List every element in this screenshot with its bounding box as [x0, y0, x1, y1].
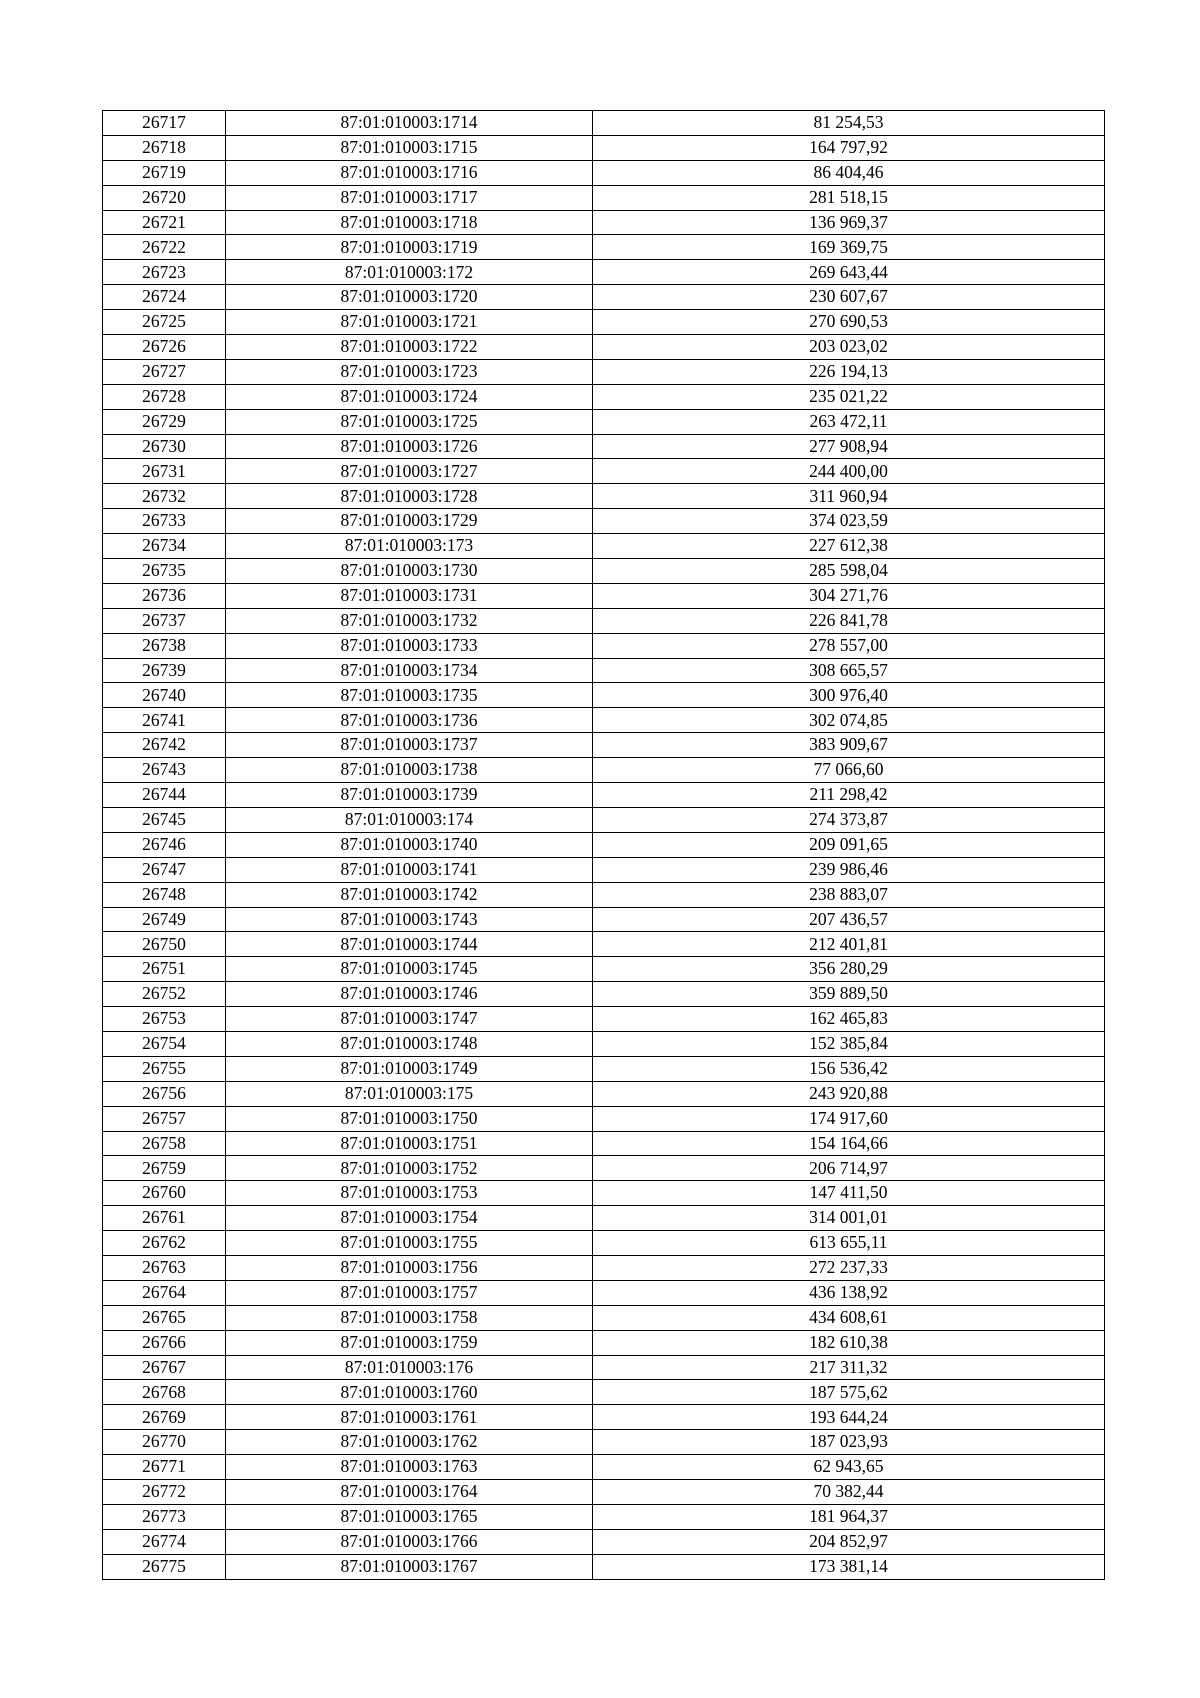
- table-row: [103, 683, 1105, 708]
- cadastral-number-cell: 87:01:010003:1731: [226, 583, 593, 608]
- value-cell: 147 411,50: [593, 1181, 1105, 1206]
- cadastral-number-cell: 87:01:010003:1746: [226, 982, 593, 1007]
- cadastral-number-cell: 87:01:010003:1718: [226, 210, 593, 235]
- value-cell: 613 655,11: [593, 1231, 1105, 1256]
- cadastral-number-cell: 87:01:010003:1734: [226, 658, 593, 683]
- row-number-cell: 26745: [103, 807, 226, 832]
- table-row: [103, 1405, 1105, 1430]
- value-cell: 238 883,07: [593, 882, 1105, 907]
- table-row: [103, 310, 1105, 335]
- value-cell: 169 369,75: [593, 235, 1105, 260]
- cadastral-number-cell: 87:01:010003:1733: [226, 633, 593, 658]
- value-cell: 226 194,13: [593, 359, 1105, 384]
- cadastral-number-cell: 87:01:010003:1740: [226, 832, 593, 857]
- value-cell: 77 066,60: [593, 758, 1105, 783]
- value-cell: 304 271,76: [593, 583, 1105, 608]
- value-cell: 239 986,46: [593, 857, 1105, 882]
- row-number-cell: 26721: [103, 210, 226, 235]
- cadastral-number-cell: 87:01:010003:1750: [226, 1106, 593, 1131]
- cadastral-number-cell: 87:01:010003:1743: [226, 907, 593, 932]
- value-cell: 274 373,87: [593, 807, 1105, 832]
- value-cell: 173 381,14: [593, 1554, 1105, 1579]
- cadastral-number-cell: 87:01:010003:176: [226, 1355, 593, 1380]
- value-cell: 278 557,00: [593, 633, 1105, 658]
- cadastral-number-cell: 87:01:010003:1741: [226, 857, 593, 882]
- cadastral-number-cell: 87:01:010003:1749: [226, 1056, 593, 1081]
- cadastral-number-cell: 87:01:010003:1744: [226, 932, 593, 957]
- cadastral-number-cell: 87:01:010003:1717: [226, 185, 593, 210]
- value-cell: 281 518,15: [593, 185, 1105, 210]
- table-row: [103, 1330, 1105, 1355]
- row-number-cell: 26731: [103, 459, 226, 484]
- cadastral-number-cell: 87:01:010003:1760: [226, 1380, 593, 1405]
- table-row: [103, 982, 1105, 1007]
- table-row: [103, 1156, 1105, 1181]
- table-row: [103, 1504, 1105, 1529]
- cadastral-number-cell: 87:01:010003:1732: [226, 608, 593, 633]
- value-cell: 285 598,04: [593, 559, 1105, 584]
- row-number-cell: 26739: [103, 658, 226, 683]
- table-row: [103, 1206, 1105, 1231]
- row-number-cell: 26753: [103, 1007, 226, 1032]
- table-row: [103, 733, 1105, 758]
- cadastral-number-cell: 87:01:010003:1735: [226, 683, 593, 708]
- row-number-cell: 26738: [103, 633, 226, 658]
- value-cell: 207 436,57: [593, 907, 1105, 932]
- table-row: [103, 957, 1105, 982]
- row-number-cell: 26741: [103, 708, 226, 733]
- cadastral-number-cell: 87:01:010003:174: [226, 807, 593, 832]
- value-cell: 203 023,02: [593, 335, 1105, 360]
- cadastral-number-cell: 87:01:010003:1728: [226, 484, 593, 509]
- cadastral-number-cell: 87:01:010003:1721: [226, 310, 593, 335]
- cadastral-number-cell: 87:01:010003:1764: [226, 1479, 593, 1504]
- cadastral-number-cell: 87:01:010003:1756: [226, 1255, 593, 1280]
- value-cell: 235 021,22: [593, 384, 1105, 409]
- value-cell: 182 610,38: [593, 1330, 1105, 1355]
- cadastral-number-cell: 87:01:010003:1727: [226, 459, 593, 484]
- row-number-cell: 26734: [103, 534, 226, 559]
- row-number-cell: 26726: [103, 335, 226, 360]
- cadastral-number-cell: 87:01:010003:1730: [226, 559, 593, 584]
- value-cell: 302 074,85: [593, 708, 1105, 733]
- cadastral-number-cell: 87:01:010003:1759: [226, 1330, 593, 1355]
- table-row: [103, 1081, 1105, 1106]
- table-row: [103, 783, 1105, 808]
- table-row: [103, 1181, 1105, 1206]
- cadastral-number-cell: 87:01:010003:1745: [226, 957, 593, 982]
- value-cell: 434 608,61: [593, 1305, 1105, 1330]
- value-cell: 187 575,62: [593, 1380, 1105, 1405]
- value-cell: 263 472,11: [593, 409, 1105, 434]
- table-row: [103, 509, 1105, 534]
- table-row: [103, 1529, 1105, 1554]
- value-cell: 70 382,44: [593, 1479, 1105, 1504]
- table-row: [103, 335, 1105, 360]
- cadastral-value-table: [102, 110, 1105, 1580]
- cadastral-number-cell: 87:01:010003:1714: [226, 111, 593, 136]
- table-row: [103, 1430, 1105, 1455]
- table-row: [103, 907, 1105, 932]
- row-number-cell: 26771: [103, 1455, 226, 1480]
- row-number-cell: 26725: [103, 310, 226, 335]
- value-cell: 356 280,29: [593, 957, 1105, 982]
- value-cell: 136 969,37: [593, 210, 1105, 235]
- row-number-cell: 26732: [103, 484, 226, 509]
- row-number-cell: 26718: [103, 135, 226, 160]
- cadastral-number-cell: 87:01:010003:172: [226, 260, 593, 285]
- value-cell: 374 023,59: [593, 509, 1105, 534]
- row-number-cell: 26772: [103, 1479, 226, 1504]
- cadastral-number-cell: 87:01:010003:1747: [226, 1007, 593, 1032]
- table-row: [103, 135, 1105, 160]
- cadastral-number-cell: 87:01:010003:1724: [226, 384, 593, 409]
- table-row: [103, 235, 1105, 260]
- cadastral-number-cell: 87:01:010003:1763: [226, 1455, 593, 1480]
- value-cell: 383 909,67: [593, 733, 1105, 758]
- table-row: [103, 658, 1105, 683]
- table-row: [103, 1355, 1105, 1380]
- row-number-cell: 26762: [103, 1231, 226, 1256]
- row-number-cell: 26737: [103, 608, 226, 633]
- table-row: [103, 1455, 1105, 1480]
- cadastral-number-cell: 87:01:010003:1719: [226, 235, 593, 260]
- table-row: [103, 857, 1105, 882]
- cadastral-number-cell: 87:01:010003:1751: [226, 1131, 593, 1156]
- table-row: [103, 583, 1105, 608]
- cadastral-number-cell: 87:01:010003:1726: [226, 434, 593, 459]
- row-number-cell: 26768: [103, 1380, 226, 1405]
- table-row: [103, 1056, 1105, 1081]
- cadastral-number-cell: 87:01:010003:1723: [226, 359, 593, 384]
- value-cell: 243 920,88: [593, 1081, 1105, 1106]
- cadastral-number-cell: 87:01:010003:1738: [226, 758, 593, 783]
- row-number-cell: 26760: [103, 1181, 226, 1206]
- row-number-cell: 26723: [103, 260, 226, 285]
- cadastral-number-cell: 87:01:010003:1725: [226, 409, 593, 434]
- cadastral-number-cell: 87:01:010003:1755: [226, 1231, 593, 1256]
- row-number-cell: 26756: [103, 1081, 226, 1106]
- cadastral-number-cell: 87:01:010003:1752: [226, 1156, 593, 1181]
- cadastral-number-cell: 87:01:010003:1753: [226, 1181, 593, 1206]
- value-cell: 162 465,83: [593, 1007, 1105, 1032]
- cadastral-number-cell: 87:01:010003:1767: [226, 1554, 593, 1579]
- row-number-cell: 26749: [103, 907, 226, 932]
- value-cell: 187 023,93: [593, 1430, 1105, 1455]
- value-cell: 164 797,92: [593, 135, 1105, 160]
- value-cell: 308 665,57: [593, 658, 1105, 683]
- row-number-cell: 26765: [103, 1305, 226, 1330]
- cadastral-number-cell: 87:01:010003:1758: [226, 1305, 593, 1330]
- row-number-cell: 26744: [103, 783, 226, 808]
- table-row: [103, 111, 1105, 136]
- row-number-cell: 26764: [103, 1280, 226, 1305]
- cadastral-number-cell: 87:01:010003:1742: [226, 882, 593, 907]
- row-number-cell: 26730: [103, 434, 226, 459]
- row-number-cell: 26717: [103, 111, 226, 136]
- table-row: [103, 534, 1105, 559]
- row-number-cell: 26747: [103, 857, 226, 882]
- table-row: [103, 1554, 1105, 1579]
- table-body: [103, 111, 1105, 1580]
- cadastral-number-cell: 87:01:010003:1754: [226, 1206, 593, 1231]
- row-number-cell: 26775: [103, 1554, 226, 1579]
- row-number-cell: 26773: [103, 1504, 226, 1529]
- table-row: [103, 1007, 1105, 1032]
- value-cell: 181 964,37: [593, 1504, 1105, 1529]
- row-number-cell: 26746: [103, 832, 226, 857]
- value-cell: 156 536,42: [593, 1056, 1105, 1081]
- table-row: [103, 832, 1105, 857]
- table-row: [103, 459, 1105, 484]
- cadastral-number-cell: 87:01:010003:1761: [226, 1405, 593, 1430]
- table-row: [103, 160, 1105, 185]
- table-row: [103, 1305, 1105, 1330]
- table-row: [103, 1380, 1105, 1405]
- table-row: [103, 285, 1105, 310]
- table-row: [103, 1280, 1105, 1305]
- table-row: [103, 434, 1105, 459]
- table-row: [103, 1031, 1105, 1056]
- value-cell: 209 091,65: [593, 832, 1105, 857]
- table-row: [103, 708, 1105, 733]
- value-cell: 359 889,50: [593, 982, 1105, 1007]
- value-cell: 211 298,42: [593, 783, 1105, 808]
- table-row: [103, 210, 1105, 235]
- value-cell: 174 917,60: [593, 1106, 1105, 1131]
- value-cell: 193 644,24: [593, 1405, 1105, 1430]
- cadastral-number-cell: 87:01:010003:173: [226, 534, 593, 559]
- value-cell: 204 852,97: [593, 1529, 1105, 1554]
- table-row: [103, 932, 1105, 957]
- value-cell: 272 237,33: [593, 1255, 1105, 1280]
- row-number-cell: 26757: [103, 1106, 226, 1131]
- value-cell: 152 385,84: [593, 1031, 1105, 1056]
- row-number-cell: 26755: [103, 1056, 226, 1081]
- table-row: [103, 1231, 1105, 1256]
- cadastral-number-cell: 87:01:010003:1757: [226, 1280, 593, 1305]
- row-number-cell: 26736: [103, 583, 226, 608]
- value-cell: 206 714,97: [593, 1156, 1105, 1181]
- cadastral-number-cell: 87:01:010003:1722: [226, 335, 593, 360]
- value-cell: 226 841,78: [593, 608, 1105, 633]
- table-row: [103, 758, 1105, 783]
- row-number-cell: 26761: [103, 1206, 226, 1231]
- cadastral-number-cell: 87:01:010003:1739: [226, 783, 593, 808]
- value-cell: 314 001,01: [593, 1206, 1105, 1231]
- table-row: [103, 384, 1105, 409]
- row-number-cell: 26722: [103, 235, 226, 260]
- value-cell: 436 138,92: [593, 1280, 1105, 1305]
- row-number-cell: 26748: [103, 882, 226, 907]
- row-number-cell: 26751: [103, 957, 226, 982]
- value-cell: 227 612,38: [593, 534, 1105, 559]
- cadastral-number-cell: 87:01:010003:1765: [226, 1504, 593, 1529]
- value-cell: 62 943,65: [593, 1455, 1105, 1480]
- value-cell: 154 164,66: [593, 1131, 1105, 1156]
- cadastral-number-cell: 87:01:010003:1737: [226, 733, 593, 758]
- table-row: [103, 1255, 1105, 1280]
- cadastral-number-cell: 87:01:010003:1716: [226, 160, 593, 185]
- value-cell: 230 607,67: [593, 285, 1105, 310]
- row-number-cell: 26766: [103, 1330, 226, 1355]
- table-row: [103, 359, 1105, 384]
- row-number-cell: 26763: [103, 1255, 226, 1280]
- cadastral-number-cell: 87:01:010003:1729: [226, 509, 593, 534]
- table-row: [103, 1479, 1105, 1504]
- row-number-cell: 26719: [103, 160, 226, 185]
- row-number-cell: 26720: [103, 185, 226, 210]
- table-row: [103, 409, 1105, 434]
- row-number-cell: 26770: [103, 1430, 226, 1455]
- value-cell: 311 960,94: [593, 484, 1105, 509]
- row-number-cell: 26733: [103, 509, 226, 534]
- row-number-cell: 26759: [103, 1156, 226, 1181]
- table-row: [103, 1106, 1105, 1131]
- row-number-cell: 26769: [103, 1405, 226, 1430]
- table-row: [103, 608, 1105, 633]
- value-cell: 86 404,46: [593, 160, 1105, 185]
- row-number-cell: 26740: [103, 683, 226, 708]
- cadastral-number-cell: 87:01:010003:1720: [226, 285, 593, 310]
- cadastral-number-cell: 87:01:010003:1762: [226, 1430, 593, 1455]
- cadastral-number-cell: 87:01:010003:1715: [226, 135, 593, 160]
- cadastral-number-cell: 87:01:010003:1736: [226, 708, 593, 733]
- row-number-cell: 26752: [103, 982, 226, 1007]
- row-number-cell: 26735: [103, 559, 226, 584]
- value-cell: 217 311,32: [593, 1355, 1105, 1380]
- table-row: [103, 882, 1105, 907]
- row-number-cell: 26727: [103, 359, 226, 384]
- table-row: [103, 185, 1105, 210]
- value-cell: 277 908,94: [593, 434, 1105, 459]
- table-row: [103, 633, 1105, 658]
- value-cell: 300 976,40: [593, 683, 1105, 708]
- row-number-cell: 26750: [103, 932, 226, 957]
- cadastral-number-cell: 87:01:010003:1748: [226, 1031, 593, 1056]
- row-number-cell: 26724: [103, 285, 226, 310]
- value-cell: 212 401,81: [593, 932, 1105, 957]
- value-cell: 269 643,44: [593, 260, 1105, 285]
- value-cell: 81 254,53: [593, 111, 1105, 136]
- row-number-cell: 26728: [103, 384, 226, 409]
- row-number-cell: 26742: [103, 733, 226, 758]
- cadastral-number-cell: 87:01:010003:1766: [226, 1529, 593, 1554]
- row-number-cell: 26729: [103, 409, 226, 434]
- table-row: [103, 260, 1105, 285]
- table-row: [103, 559, 1105, 584]
- row-number-cell: 26743: [103, 758, 226, 783]
- cadastral-number-cell: 87:01:010003:175: [226, 1081, 593, 1106]
- value-cell: 244 400,00: [593, 459, 1105, 484]
- table-row: [103, 1131, 1105, 1156]
- row-number-cell: 26774: [103, 1529, 226, 1554]
- table-row: [103, 484, 1105, 509]
- value-cell: 270 690,53: [593, 310, 1105, 335]
- row-number-cell: 26758: [103, 1131, 226, 1156]
- row-number-cell: 26767: [103, 1355, 226, 1380]
- row-number-cell: 26754: [103, 1031, 226, 1056]
- table-row: [103, 807, 1105, 832]
